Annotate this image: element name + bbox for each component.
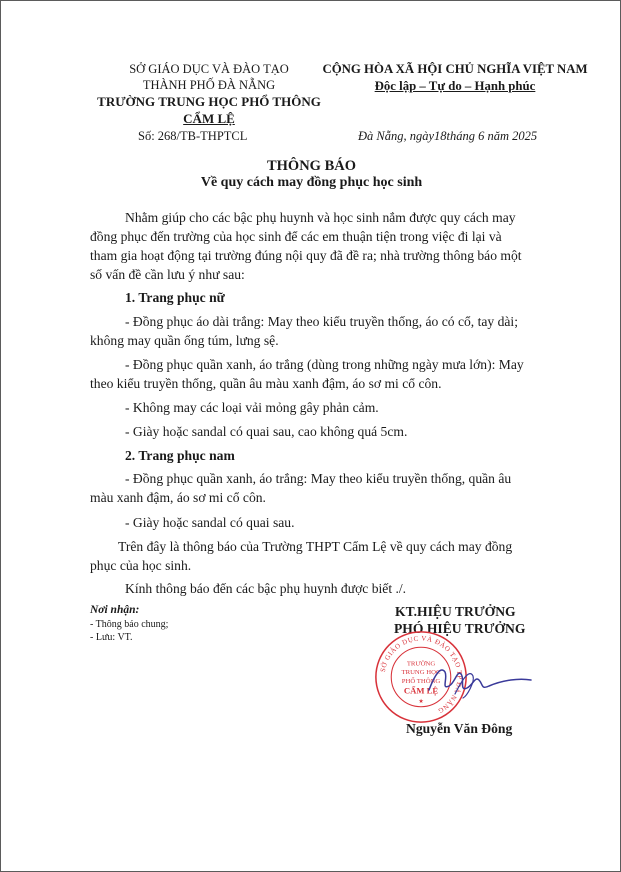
- intro-line-3: tham gia hoạt động tại trường đúng nội quy đã đề ra; nhà trường thông báo một: [90, 248, 522, 263]
- female-item-4: - Giày hoặc sandal có quai sau, cao không quá 5cm.: [125, 424, 408, 439]
- recipient-item-2: - Lưu: VT.: [90, 632, 133, 643]
- closing-line-2: phục của học sinh.: [90, 558, 192, 573]
- closing-line-1: Trên đây là thông báo của Trường THPT Cẩm Lệ về quy cách may đồng: [118, 539, 513, 554]
- signer-title-1: KT.HIỆU TRƯỞNG: [395, 604, 516, 619]
- document-title: THÔNG BÁO: [266, 158, 357, 174]
- section-heading-male: 2. Trang phục nam: [125, 448, 235, 463]
- stamp-center-line-4: CẨM LỆ: [403, 685, 439, 696]
- school-name-line2: CẨM LỆ: [183, 111, 235, 126]
- stamp-center-line-1: TRƯỜNG: [406, 660, 436, 668]
- recipients-label: Nơi nhận:: [90, 604, 140, 616]
- male-item-1-line-1: - Đồng phục quần xanh, áo trắng: May theo kiểu truyền thống, quần âu: [125, 471, 512, 486]
- intro-line-4: số vấn đề cần lưu ý như sau:: [90, 267, 245, 282]
- section-heading-female: 1. Trang phục nữ: [125, 290, 225, 305]
- stamp-ring-text: SỞ GIÁO DỤC VÀ ĐÀO TẠO TP ĐÀ NẴNG: [379, 635, 463, 715]
- male-item-2: - Giày hoặc sandal có quai sau.: [125, 515, 295, 530]
- document-subtitle: Về quy cách may đồng phục học sinh: [200, 175, 423, 190]
- intro-line-1: Nhằm giúp cho các bậc phụ huynh và học sinh nắm được quy cách may: [125, 210, 516, 225]
- stamp-center-line-3: PHỔ THÔNG: [401, 677, 441, 685]
- female-item-1-line-1: - Đồng phục áo dài trắng: May theo kiểu truyền thống, áo có cổ, tay dài;: [125, 314, 518, 329]
- female-item-2-line-1: - Đồng phục quần xanh, áo trắng (dùng trong những ngày mưa lớn): May: [125, 357, 524, 372]
- document-date: Đà Nẵng, ngày18tháng 6 năm 2025: [358, 129, 538, 143]
- female-item-1-line-2: không may quần ống túm, lưng sệ.: [90, 333, 279, 348]
- handwritten-signature: [411, 656, 536, 704]
- signer-name: Nguyễn Văn Đông: [406, 721, 513, 736]
- signer-title-2: PHÓ HIỆU TRƯỞNG: [394, 621, 526, 636]
- city-name: THÀNH PHỐ ĐÀ NẴNG: [142, 78, 276, 92]
- national-motto: Độc lập – Tự do – Hạnh phúc: [374, 79, 536, 93]
- male-item-1-line-2: màu xanh đậm, áo sơ mi cổ côn.: [90, 490, 266, 505]
- recipient-item-1: - Thông báo chung;: [90, 619, 169, 630]
- document-number: Số: 268/TB-THPTCL: [138, 129, 248, 143]
- female-item-3: - Không may các loại vải mỏng gây phản cảm.: [125, 400, 379, 415]
- stamp-star-icon: ★: [418, 698, 424, 705]
- country-name: CỘNG HÒA XÃ HỘI CHỦ NGHĨA VIỆT NAM: [322, 62, 588, 76]
- school-name-line1: TRƯỜNG TRUNG HỌC PHỔ THÔNG: [97, 94, 321, 109]
- stamp-center-line-2: TRUNG HỌC: [401, 669, 441, 677]
- agency-name: SỞ GIÁO DỤC VÀ ĐÀO TẠO: [129, 62, 289, 76]
- closing-regards: Kính thông báo đến các bậc phụ huynh được biết ./.: [125, 581, 407, 596]
- intro-line-2: đồng phục đến trường của học sinh để các em thuận tiện trong việc đi lại và: [90, 229, 502, 244]
- female-item-2-line-2: theo kiểu truyền thống, quần âu màu xanh đậm, áo sơ mi cổ côn.: [90, 376, 442, 391]
